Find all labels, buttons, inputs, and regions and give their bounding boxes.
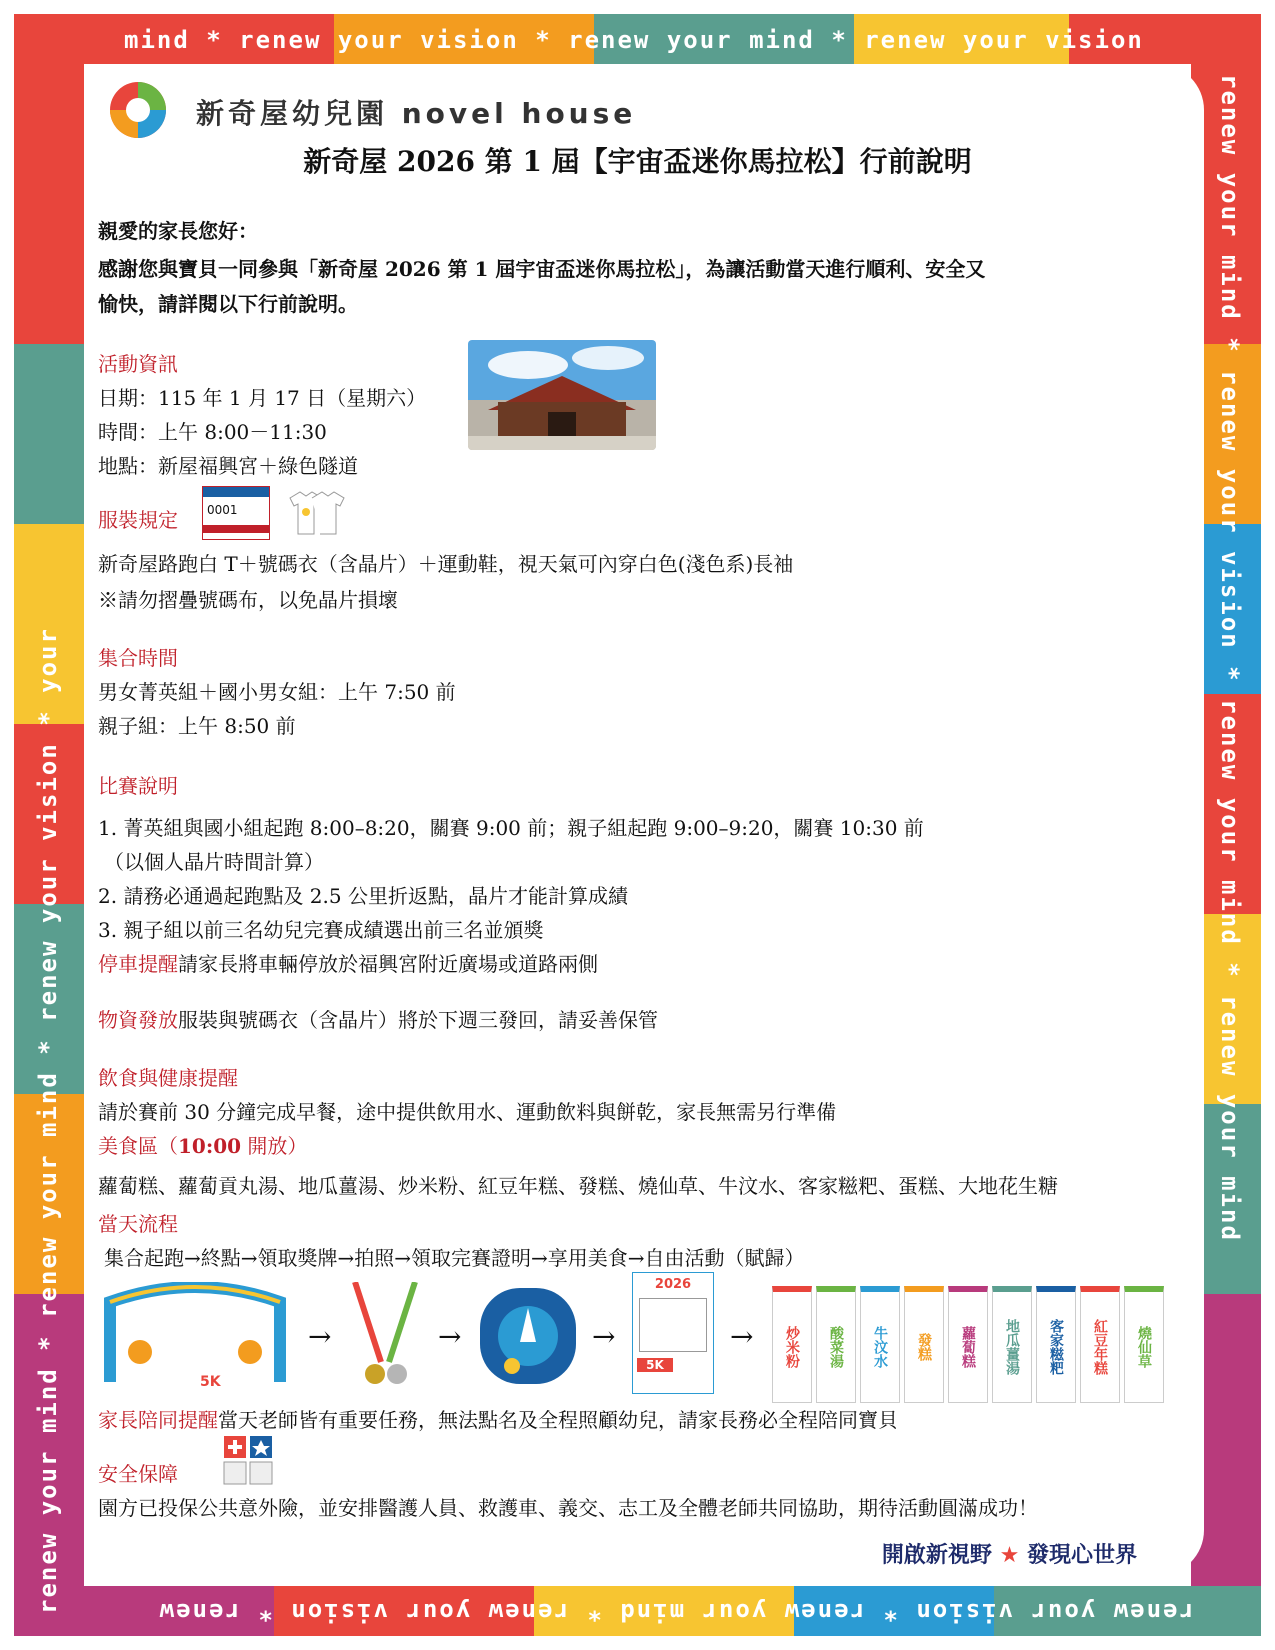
greeting-line-1: 親愛的家長您好： (98, 219, 258, 243)
schedule-text: 集合起跑→終點→領取獎牌→拍照→領取完賽證明→享用美食→自由活動（賦歸） (104, 1246, 805, 1270)
parents-note (98, 1404, 898, 1433)
dress-heading: 服裝規定 (98, 508, 178, 532)
activity-date: 日期：115 年 1 月 17 日（星期六） (98, 386, 427, 410)
health-heading: 飲食與健康提醒 (98, 1066, 238, 1090)
border-right-text: renew your mind * renew your vision * renew your mind * renew your mind (1216, 74, 1244, 1242)
bib-number: 0001 (207, 503, 238, 517)
food-card: 紅豆年糕 (1080, 1286, 1120, 1403)
supplies-note (98, 1004, 658, 1033)
flow-arrow-3: → (592, 1320, 616, 1353)
logo-icon (100, 78, 180, 138)
safety-icons (222, 1434, 274, 1486)
start-gate-image (100, 1282, 290, 1392)
activity-time: 時間：上午 8:00－11:30 (98, 420, 327, 444)
parking-label: 停車提醒 (98, 952, 178, 976)
race-line-4: 3. 親子組以前三名幼兒完賽成績選出前三名並頒獎 (98, 918, 544, 942)
photo-frame-image (478, 1282, 578, 1392)
food-heading (98, 1130, 307, 1159)
food-card: 燒仙草 (1124, 1286, 1164, 1403)
food-card: 地瓜薑湯 (992, 1286, 1032, 1403)
food-heading-label: 美食區（ (98, 1134, 178, 1158)
medal-image (345, 1282, 425, 1392)
greeting-line-3: 愉快，請詳閱以下行前說明。 (98, 292, 358, 316)
race-line-3: 2. 請務必通過起跑點及 2.5 公里折返點，晶片才能計算成績 (98, 884, 628, 908)
schedule-heading: 當天流程 (98, 1212, 178, 1236)
gather-line-1: 男女菁英組＋國小男女組：上午 7:50 前 (98, 680, 456, 704)
certificate-image (632, 1272, 714, 1394)
footer-star-icon: ★ (999, 1543, 1020, 1568)
greeting-line-2: 感謝您與寶貝一同參與「新奇屋 2026 第 1 屆宇宙盃迷你馬拉松」，為讓活動當天進行順利、安全又 (98, 257, 986, 281)
tshirt-image (284, 490, 346, 538)
food-card: 客家糍粑 (1036, 1286, 1076, 1403)
start-gate-label: 5K (200, 1374, 221, 1390)
activity-place: 地點：新屋福興宮＋綠色隧道 (98, 454, 358, 478)
food-list: 蘿蔔糕、蘿蔔貢丸湯、地瓜薑湯、炒米粉、紅豆年糕、發糕、燒仙草、牛汶水、客家糍粑、蛋糕、大地花生糖 (98, 1174, 1058, 1198)
supplies-text: 服裝與號碼衣（含晶片）將於下週三發回，請妥善保管 (178, 1008, 658, 1032)
footer-slogan (882, 1538, 1137, 1569)
flow-arrow-1: → (308, 1320, 332, 1353)
safety-heading: 安全保障 (98, 1462, 178, 1486)
food-card: 酸菜湯 (816, 1286, 856, 1403)
parking-text: 請家長將車輛停放於福興宮附近廣場或道路兩側 (178, 952, 598, 976)
border-top-text: mind * renew your vision * renew your mind * renew your vision (124, 26, 1144, 54)
page-title: 新奇屋 2026 第 1 屆【宇宙盃迷你馬拉松】行前說明 (303, 145, 972, 178)
food-card: 發糕 (904, 1286, 944, 1403)
safety-text: 園方已投保公共意外險，並安排醫護人員、救護車、義交、志工及全體老師共同協助，期待活動圓滿成功！ (98, 1496, 1038, 1520)
brand-name: 新奇屋幼兒園 novel house (196, 97, 637, 130)
flow-arrow-4: → (730, 1320, 754, 1353)
race-line-2: （以個人晶片時間計算） (104, 850, 324, 874)
flow-arrow-2: → (438, 1320, 462, 1353)
parents-text: 當天老師皆有重要任務，無法點名及全程照顧幼兒，請家長務必全程陪同寶貝 (218, 1408, 898, 1432)
food-card: 牛汶水 (860, 1286, 900, 1403)
footer-left: 開啟新視野 (881, 1543, 992, 1568)
food-time: 10:00 (178, 1134, 242, 1158)
dress-line-2: ※請勿摺疊號碼布，以免晶片損壞 (98, 588, 398, 612)
supplies-label: 物資發放 (98, 1008, 178, 1032)
gather-heading: 集合時間 (98, 646, 178, 670)
food-heading-end: 開放） (241, 1134, 308, 1158)
footer-right: 發現心世界 (1026, 1543, 1137, 1568)
certificate-year: 2026 (654, 1277, 692, 1292)
temple-photo (468, 340, 656, 450)
food-card: 蘿蔔糕 (948, 1286, 988, 1403)
parking-note (98, 948, 598, 977)
parents-label: 家長陪同提醒 (98, 1408, 218, 1432)
border-bottom-text: renew your vision * renew your mind * renew your vision * renew (157, 1598, 1194, 1626)
race-heading: 比賽說明 (98, 774, 178, 798)
dress-line-1: 新奇屋路跑白 T＋號碼衣（含晶片）＋運動鞋，視天氣可內穿白色(淺色系)長袖 (98, 552, 794, 576)
health-text: 請於賽前 30 分鐘完成早餐，途中提供飲用水、運動飲料與餅乾，家長無需另行準備 (98, 1100, 837, 1124)
bib-image (202, 486, 270, 540)
border-left-text: renew your mind * renew your mind * renew your vision * your (34, 627, 62, 1614)
food-card: 炒米粉 (772, 1286, 812, 1403)
activity-heading: 活動資訊 (98, 352, 178, 376)
gather-line-2: 親子組：上午 8:50 前 (98, 714, 296, 738)
race-line-1: 1. 菁英組與國小組起跑 8:00–8:20，關賽 9:00 前；親子組起跑 9:00–9:20，關賽 10:30 前 (98, 816, 924, 840)
certificate-label: 5K (637, 1358, 673, 1372)
